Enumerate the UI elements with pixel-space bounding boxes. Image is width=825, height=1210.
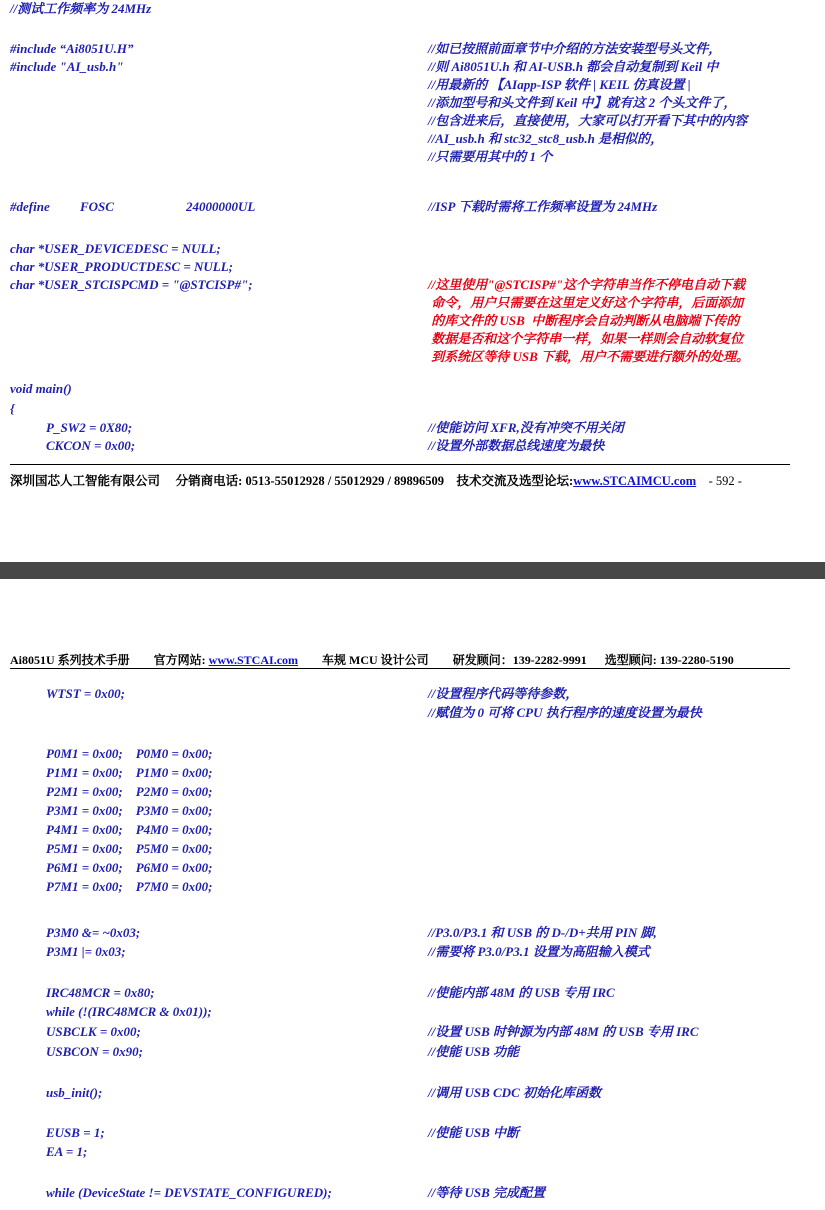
page-footer [10,471,790,489]
usbclk-comment: //设置 USB 时钟源为内部 48M 的 USB 专用 IRC [428,1024,699,1039]
eusb-line: EUSB = 1; [46,1125,105,1140]
footer-phones: 0513-55012928 / 55012929 / 89896509 [245,474,445,488]
usbcon-comment: //使能 USB 功能 [428,1044,520,1059]
port-line-1: P1M1 = 0x00; P1M0 = 0x00; [46,765,213,780]
define-name: FOSC [80,199,114,214]
footer-forum-label: 技术交流及选型论坛: [456,474,574,488]
include-comment-5: //包含进来后，直接使用，大家可以打开看下其中的内容 [428,113,748,128]
header-company: 车规 MCU 设计公司 [322,653,429,667]
header-rule [10,668,790,669]
p3m0-comment: //P3.0/P3.1 和 USB 的 D-/D+共用 PIN 脚, [428,925,657,940]
psw2-line: P_SW2 = 0X80; [46,420,133,435]
isp-comment-1: //这里使用"@STCISP#"这个字符串当作不停电自动下载 [428,277,746,292]
ea-line: EA = 1; [46,1144,88,1159]
p3m0-line: P3M0 &= ~0x03; [46,925,141,940]
isp-comment-3: 的库文件的 USB 中断程序会自动判断从电脑端下传的 [428,313,740,328]
header-sel-label: 选型顾问: [604,653,657,667]
include-comment-7: //只需要用其中的 1 个 [428,149,553,164]
define-value: 24000000UL [186,199,256,214]
define-comment: //ISP 下载时需将工作频率设置为 24MHz [428,199,658,214]
header-sel-phone: 139-2280-5190 [659,653,734,667]
psw2-comment: //使能访问 XFR,没有冲突不用关闭 [428,420,624,435]
usbinit-comment: //调用 USB CDC 初始化库函数 [428,1085,601,1100]
irc-line: IRC48MCR = 0x80; [46,985,155,1000]
open-brace: { [10,401,15,416]
page-divider [0,562,825,579]
define-keyword: #define [10,199,50,214]
char-line-3: char *USER_STCISPCMD = "@STCISP#"; [10,277,253,292]
char-line-1: char *USER_DEVICEDESC = NULL; [10,241,221,256]
usbcon-line: USBCON = 0x90; [46,1044,143,1059]
irc-comment: //使能内部 48M 的 USB 专用 IRC [428,985,615,1000]
header-manual-title: Ai8051U 系列技术手册 [10,653,130,667]
wtst-comment-1: //设置程序代码等待参数， [428,686,579,701]
footer-forum-link[interactable]: www.STCAIMCU.com [573,474,697,488]
port-line-2: P2M1 = 0x00; P2M0 = 0x00; [46,784,213,799]
p3m1-line: P3M1 |= 0x03; [46,944,126,959]
eusb-comment: //使能 USB 中断 [428,1125,520,1140]
usbinit-line: usb_init(); [46,1085,103,1100]
isp-comment-2: 命令，用户只需要在这里定义好这个字符串，后面添加 [428,295,744,310]
include-line-2: #include "AI_usb.h" [10,59,124,74]
header-rd-label: 研发顾问： [452,653,513,667]
footer-rule [10,464,790,465]
footer-phone-label: 分销商电话: [175,474,243,488]
include-comment-6: //AI_usb.h 和 stc32_stc8_usb.h 是相似的， [428,131,664,146]
port-line-6: P6M1 = 0x00; P6M0 = 0x00; [46,860,213,875]
port-line-5: P5M1 = 0x00; P5M0 = 0x00; [46,841,213,856]
port-line-3: P3M1 = 0x00; P3M0 = 0x00; [46,803,213,818]
top-comment: //测试工作频率为 24MHz [10,1,152,16]
wtst-comment-2: //赋值为 0 可将 CPU 执行程序的速度设置为最快 [428,705,702,720]
header-site-link[interactable]: www.STCAI.com [208,653,299,667]
isp-comment-5: 到系统区等待 USB 下载，用户不需要进行额外的处理。 [428,349,750,364]
p3m1-comment: //需要将 P3.0/P3.1 设置为高阻输入模式 [428,944,650,959]
usbclk-line: USBCLK = 0x00; [46,1024,141,1039]
page-header [10,651,790,668]
wtst-line: WTST = 0x00; [46,686,125,701]
header-rd-phone: 139-2282-9991 [512,653,587,667]
header-site-label: 官方网站: [153,653,206,667]
while-devstate-line: while (DeviceState != DEVSTATE_CONFIGURED); [46,1185,332,1200]
include-comment-3: //用最新的 【AIapp-ISP 软件 | KEIL 仿真设置 | [428,77,691,92]
isp-comment-4: 数据是否和这个字符串一样，如果一样则会自动软复位 [428,331,744,346]
include-comment-2: //则 Ai8051U.h 和 AI-USB.h 都会自动复制到 Keil 中 [428,59,719,74]
include-line-1: #include “Ai8051U.H” [10,41,134,56]
port-line-0: P0M1 = 0x00; P0M0 = 0x00; [46,746,213,761]
ckcon-comment: //设置外部数据总线速度为最快 [428,438,605,453]
page-number: - 592 - [708,474,742,488]
include-comment-1: //如已按照前面章节中介绍的方法安装型号头文件， [428,41,722,56]
char-line-2: char *USER_PRODUCTDESC = NULL; [10,259,234,274]
ckcon-line: CKCON = 0x00; [46,438,136,453]
port-line-7: P7M1 = 0x00; P7M0 = 0x00; [46,879,213,894]
include-comment-4: //添加型号和头文件到 Keil 中】就有这 2 个头文件了， [428,95,737,110]
port-line-4: P4M1 = 0x00; P4M0 = 0x00; [46,822,213,837]
footer-company: 深圳国芯人工智能有限公司 [10,474,161,488]
while-irc-line: while (!(IRC48MCR & 0x01)); [46,1004,212,1019]
while-devstate-comment: //等待 USB 完成配置 [428,1185,546,1200]
main-declaration: void main() [10,381,72,396]
